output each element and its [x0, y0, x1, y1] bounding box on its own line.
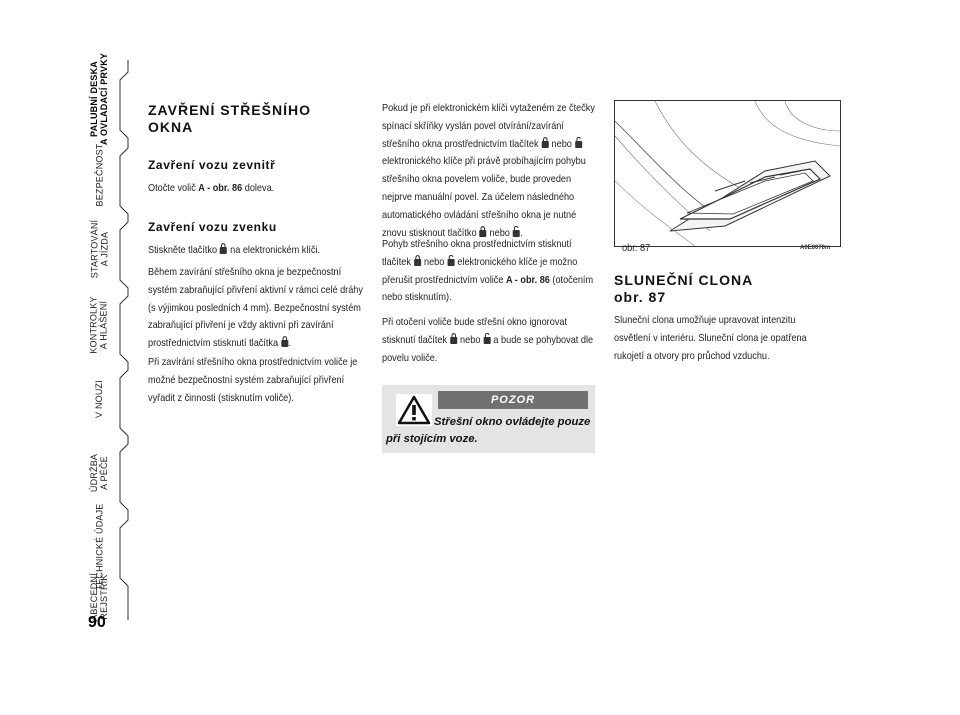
- tab-palubni-deska[interactable]: [68, 52, 130, 146]
- paragraph-outside-3: Při zavírání střešního okna prostřednictvím voliče je možné bezpečnostní systém zabraňující přivření vyřadit z činnosti (stisknutím voliče).: [148, 357, 358, 404]
- paragraph-col2-3: [382, 314, 595, 367]
- tab-udrzba[interactable]: [68, 442, 130, 504]
- key-unlock-icon: [483, 333, 491, 344]
- subheading-inside: Zavření vozu zevnitř: [148, 158, 276, 172]
- figure-sunshade: [614, 100, 841, 247]
- warning-text: [386, 414, 591, 448]
- figure-caption: obr. 87: [622, 242, 651, 254]
- warning-title: POZOR: [438, 391, 588, 409]
- tab-label: ÚDRŽBA A PÉČE: [88, 453, 109, 493]
- page-number: 90: [88, 614, 106, 631]
- text: .: [288, 338, 292, 350]
- heading-line: obr. 87: [614, 289, 667, 305]
- tab-startovani[interactable]: [68, 218, 130, 280]
- tab-label: ABECEDNÍ REJSTŘÍK: [89, 573, 109, 621]
- key-lock-icon: [541, 137, 549, 148]
- key-unlock-icon: [447, 255, 455, 266]
- text: nebo: [423, 256, 445, 268]
- heading-line: SLUNEČNÍ CLONA: [614, 272, 754, 288]
- text: .: [520, 227, 523, 239]
- chapter-tabs: [68, 52, 130, 628]
- tab-v-nouzi[interactable]: [68, 368, 130, 430]
- figure-ref: A - obr. 86: [198, 183, 243, 194]
- figure-code: A0E0070m: [800, 245, 831, 251]
- text: a bude se pohybovat dle povelu voliče.: [382, 334, 594, 364]
- section-heading: ZAVŘENÍ STŘEŠNÍHO OKNA: [148, 102, 311, 135]
- text: Při otočení voliče bude střešní okno ignorovat stisknutí tlačítek: [382, 317, 568, 346]
- key-lock-icon: [479, 226, 487, 237]
- text: Pokud je při elektronickém klíči vytaženém ze čtečky spínací skříňky vyslán povel otvírání/zavírání střešního okna prostřednictvím tlačítek: [382, 103, 595, 150]
- key-lock-icon: [450, 333, 458, 344]
- sunshade-illustration: [615, 101, 840, 246]
- tab-label: TECHNICKÉ ÚDAJE: [94, 503, 105, 591]
- tab-label: PALUBNÍ DESKA A OVLADACÍ PRVKY: [89, 52, 109, 146]
- text: nebo: [489, 227, 510, 239]
- key-unlock-icon: [574, 137, 582, 148]
- tab-kontrolky[interactable]: [68, 294, 130, 356]
- figure-ref: A - obr. 86: [505, 274, 550, 286]
- text: na elektronickém klíči.: [227, 245, 321, 256]
- text: Stiskněte tlačítko: [148, 245, 220, 256]
- text: nebo: [551, 138, 572, 150]
- text: Během zavírání střešního okna je bezpečnostní systém zabraňující přivření aktivní v rámci celé dráhy (s výjimkou posledních 4 mm). Bezpečnostní systém zabraňující přivření je vždy aktivní při zavírání prostřednictvím stisknutí tlačítka: [148, 267, 363, 350]
- paragraph-outside-2: [148, 264, 368, 353]
- text: Pohyb střešního okna prostřednictvím stisknutí tlačítek: [382, 239, 572, 268]
- text: nebo: [460, 334, 481, 346]
- tab-label: V NOUZI: [94, 380, 104, 418]
- text: elektronického klíče je možno přerušit prostřednictvím voliče: [382, 256, 578, 286]
- sunshade-paragraph: Sluneční clona umožňuje upravovat intenzitu osvětlení v interiéru. Sluneční clona je opatřena rukojetí a otvory pro průchod vzduchu.: [614, 315, 807, 362]
- sunshade-heading: [614, 272, 753, 306]
- text: Střešní okno ovládejte pouze při stojícím voze.: [386, 416, 591, 445]
- subheading-outside: Zavření vozu zvenku: [148, 220, 277, 234]
- tab-label: KONTROLKY A HLÁŠENÍ: [89, 296, 109, 354]
- tab-label: STARTOVÁNÍ A JÍZDA: [88, 219, 109, 279]
- text: doleva.: [242, 183, 275, 194]
- paragraph-col2-1: [382, 100, 595, 242]
- text: elektronického klíče při právě probíhajícím pohybu střešního okna povelem voliče, bude proveden nejprve manuální povel. Za účelem následného automatického ovládání střešního okna je nutné znovu stisknout tlačítko: [382, 156, 586, 239]
- paragraph-inside: [148, 180, 368, 198]
- tab-bezpecnost[interactable]: [68, 144, 130, 206]
- paragraph-col2-2: [382, 236, 595, 307]
- text: (otočením nebo stisknutím).: [382, 274, 594, 304]
- text: Otočte volič: [148, 183, 199, 194]
- key-lock-icon: [281, 336, 289, 347]
- key-lock-icon: [414, 255, 422, 266]
- tab-label: BEZPEČNOST: [94, 143, 105, 207]
- paragraph-outside-1: [148, 242, 368, 260]
